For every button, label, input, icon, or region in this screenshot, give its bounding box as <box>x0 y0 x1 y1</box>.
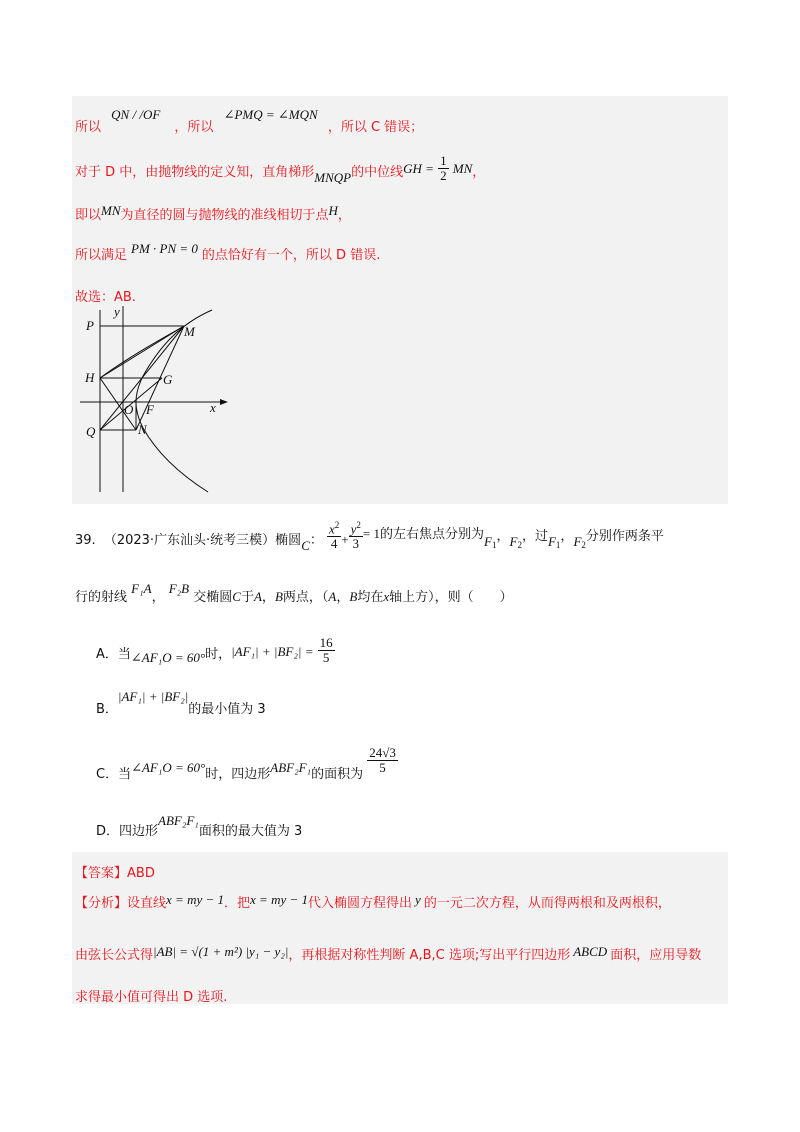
text: ， <box>472 165 486 180</box>
label-g: G <box>163 372 173 387</box>
text: 行的射线 <box>75 590 128 605</box>
answer-block <box>72 852 728 1004</box>
question-source: （2023·广东汕头·统考三模）椭圆 <box>103 533 302 549</box>
math-sum-distances: |AF₁| + |BF₂| <box>117 689 189 704</box>
math-f1: F <box>547 534 556 550</box>
text: 的中位线 <box>351 165 404 180</box>
text: 的左右焦点分别为 <box>380 527 485 543</box>
math-line-eq: x = my − 1 <box>166 892 225 907</box>
analysis-line-2: 由弦长公式得|AB| = √(1 + m²) |y₁ − y₂|，再根据对称性判断 A,B,C 选项;写出平行四边形 ABCD 面积，应用导数 <box>75 944 702 963</box>
math-fraction-half: $\frac{1}{2}$ <box>440 153 447 183</box>
math-mn: MN <box>452 161 473 176</box>
text: 即以 <box>75 208 102 223</box>
text: 为直径的圆与抛物线的准线相切于点 <box>120 208 329 223</box>
math-y: y <box>415 892 421 907</box>
text: 交椭圆 <box>193 590 233 605</box>
text: ，所以 C 错误； <box>327 120 424 135</box>
label-y: y <box>114 306 120 319</box>
math-h: H <box>328 203 338 218</box>
parabola-curve <box>136 310 212 492</box>
solution-line-5 <box>75 286 136 305</box>
math-c: C <box>301 538 310 554</box>
parabola-figure <box>80 306 240 498</box>
math-fraction-24root3-5: $\frac{24√3}{5}$ <box>369 745 396 775</box>
math-angle-equal: ∠PMQ = ∠MQN <box>223 107 318 122</box>
label-x: x <box>210 400 216 415</box>
math-line-eq: x = my − 1 <box>250 892 309 907</box>
analysis-line-1: 【分析】设直线x = my − 1．把x = my − 1代入椭圆方程得出 y 的一元二次方程，从而得两根和及两根积， <box>75 892 671 911</box>
math-abcd: ABCD <box>573 944 608 959</box>
math-mn: MN <box>101 203 121 218</box>
math-eq-one: = 1 <box>362 526 381 542</box>
solution-line-4 <box>75 241 381 263</box>
label-m: M <box>184 324 195 339</box>
question-number: 39. <box>75 533 96 549</box>
math-chord-length: |AB| = √(1 + m²) |y₁ − y₂| <box>153 944 289 959</box>
answer-line <box>75 862 155 881</box>
math-trapezoid: MNQP <box>314 170 352 185</box>
math-gh: GH = <box>403 161 434 176</box>
math-fraction-y2-3: $\frac{y^2}{3}$ <box>350 520 361 552</box>
math-fraction-x2-4: $\frac{x^2}{4}$ <box>329 520 340 552</box>
analysis-tag: 【分析】 <box>75 896 128 911</box>
text: 所以 <box>75 120 102 135</box>
text: 故选：AB. <box>75 290 136 305</box>
text: 分别作两条平 <box>585 529 664 545</box>
label-f: F <box>146 402 154 417</box>
math-ray-f2b: F₂B <box>168 581 190 596</box>
math-angle-af1o: ∠AF₁O = 60° <box>131 760 206 775</box>
solution-line-2 <box>75 153 486 187</box>
math-f1: F <box>484 534 492 550</box>
math-qn-parallel-of: QN / /OF <box>111 107 161 122</box>
answer-tag: 【答案】 <box>75 866 128 881</box>
x-axis-arrow <box>220 399 228 405</box>
answer-value: ABD <box>127 866 155 881</box>
text: ，所以 <box>174 120 214 135</box>
text: ，过 <box>521 529 548 545</box>
option-b[interactable]: B．|AF₁| + |BF₂|的最小值为 3 <box>96 689 266 717</box>
math-ray-f1a: F₁A <box>131 581 152 596</box>
math-angle-af1o: ∠AF₁O = 60° <box>130 650 206 665</box>
text: 对于 D 中，由抛物线的定义知，直角梯形 <box>75 165 315 180</box>
label-p: P <box>86 318 94 333</box>
solution-line-1 <box>75 106 424 135</box>
question-39-line-1: 39. （2023·广东汕头·统考三模）椭圆C： $\frac{x^2}{4}$ + $\frac{y^2}{3}$ = 1的左右焦点分别为$F_1$，$F_2$，过$F_1$，$F_2$分别作两条平 <box>75 520 664 554</box>
label-h: H <box>85 370 95 385</box>
math-quadrilateral: ABF₂F₁ <box>270 760 312 775</box>
math-f2: F <box>509 534 518 550</box>
question-39-line-2: 行的射线 F₁A， F₂B 交椭圆C于A，B两点，（A，B均在x轴上方），则（ ） <box>75 581 513 605</box>
label-q: Q <box>86 424 96 439</box>
option-d[interactable]: D．四边形ABF₂F₁面积的最大值为 3 <box>96 813 303 839</box>
analysis-line-3: 求得最小值可得出 D 选项. <box>75 990 228 1005</box>
label-o: O <box>124 402 134 417</box>
math-sum-distances: |AF₁| + |BF₂| = <box>231 644 314 659</box>
solution-line-3 <box>75 204 351 223</box>
math-fraction-16-5: $\frac{16}{5}$ <box>319 635 333 665</box>
text: ， <box>337 208 351 223</box>
label-n: N <box>138 422 147 437</box>
text: 的点恰好有一个，所以 D 错误. <box>201 248 381 263</box>
text: ： <box>309 533 323 549</box>
math-dot-product: PM · PN = 0 <box>131 241 198 256</box>
option-c[interactable]: C．当∠AF₁O = 60°时，四边形ABF₂F₁的面积为 $\frac{24√3}{5}$ <box>96 745 396 782</box>
math-quadrilateral: ABF₂F₁ <box>158 813 199 828</box>
option-a[interactable]: A．当∠AF₁O = 60°时，|AF₁| + |BF₂| = $\frac{16}{5}$ <box>96 635 333 665</box>
math-f2: F <box>573 534 582 550</box>
text: 所以满足 <box>75 248 128 263</box>
